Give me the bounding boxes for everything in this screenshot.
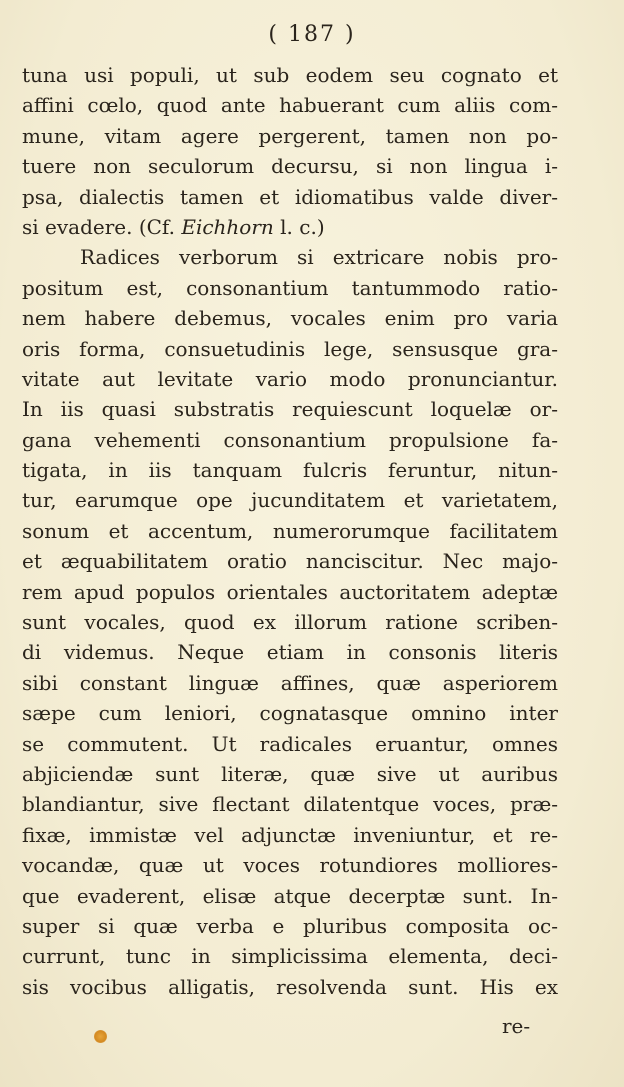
text-line: fixæ, immistæ vel adjunctæ inveniuntur, et re-	[22, 822, 558, 847]
ink-stain	[94, 1030, 107, 1043]
text-line: et æquabilitatem oratio nanciscitur. Nec majo-	[22, 549, 558, 574]
paragraph-start-line: Radices verborum si extricare nobis pro-	[80, 245, 558, 270]
text-line: sibi constant linguæ affines, quæ asperiorem	[22, 670, 558, 695]
text-line: di videmus. Neque etiam in consonis literis	[22, 640, 558, 665]
text-line: psa, dialectis tamen et idiomatibus valde diver-	[22, 184, 558, 209]
text-line: se commutent. Ut radicales eruantur, omnes	[22, 731, 558, 756]
text-line: que evaderent, elisæ atque decerptæ sunt. In-	[22, 883, 558, 908]
text-line: si evadere. (Cf. Eichhorn l. c.)	[22, 214, 325, 239]
catchword: re-	[502, 1014, 531, 1038]
text-line: super si quæ verba e pluribus composita oc-	[22, 913, 558, 938]
text-line: vitate aut levitate vario modo pronunciantur.	[22, 366, 558, 391]
author-citation: Eichhorn	[181, 214, 274, 239]
text-line: affini cœlo, quod ante habuerant cum aliis com-	[22, 93, 558, 118]
text-line: positum est, consonantium tantummodo ratio-	[22, 275, 558, 300]
text-line: mune, vitam agere pergerent, tamen non po-	[22, 123, 558, 148]
text-line: gana vehementi consonantium propulsione fa-	[22, 427, 558, 452]
text-line: In iis quasi substratis requiescunt loquelæ or-	[22, 397, 558, 422]
text-line: sunt vocales, quod ex illorum ratione scriben-	[22, 610, 558, 635]
text-line: currunt, tunc in simplicissima elementa, deci-	[22, 944, 558, 969]
text-line: nem habere debemus, vocales enim pro varia	[22, 306, 558, 331]
text-line: tigata, in iis tanquam fulcris feruntur, nitun-	[22, 458, 558, 483]
text-line: abjiciendæ sunt literæ, quæ sive ut auribus	[22, 761, 558, 786]
text-line: tuere non seculorum decursu, si non lingua i-	[22, 154, 558, 179]
text-line: oris forma, consuetudinis lege, sensusque gra-	[22, 336, 558, 361]
body-text	[22, 60, 558, 1002]
text-line: vocandæ, quæ ut voces rotundiores molliores-	[22, 853, 558, 878]
text-line: blandiantur, sive flectant dilatentque voces, præ-	[22, 792, 558, 817]
text-line: tur, earumque ope jucunditatem et varietatem,	[22, 488, 558, 513]
page-number: ( 187 )	[268, 22, 356, 47]
text-line: sæpe cum leniori, cognatasque omnino inter	[22, 701, 558, 726]
text-line: sis vocibus alligatis, resolvenda sunt. His ex	[22, 974, 558, 999]
text-line: rem apud populos orientales auctoritatem adeptæ	[22, 579, 558, 604]
text-line: tuna usi populi, ut sub eodem seu cognato et	[22, 63, 558, 87]
text-line: sonum et accentum, numerorumque facilitatem	[22, 518, 558, 543]
